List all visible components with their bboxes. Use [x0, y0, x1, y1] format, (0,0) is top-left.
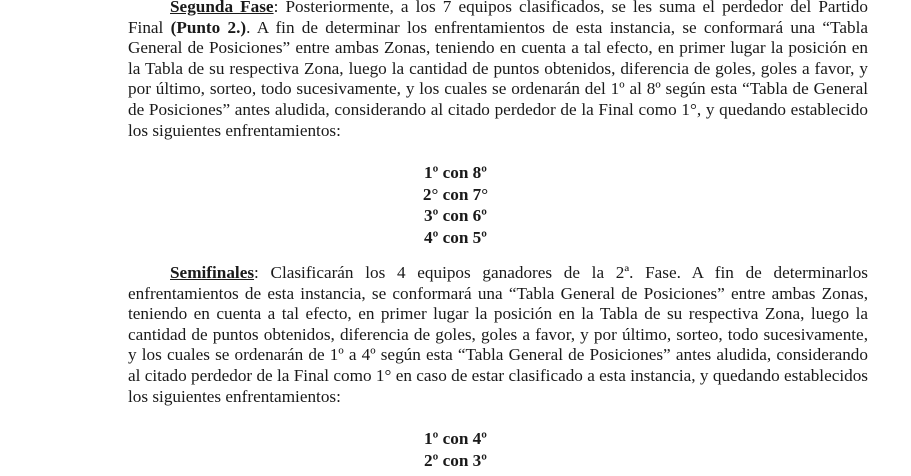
matchup-line: 1º con 4º — [424, 429, 487, 448]
paragraph-semifinales — [128, 263, 868, 407]
matchup-line: 2º con 3º — [424, 450, 487, 470]
matchup-line: 4º con 5º — [424, 227, 487, 247]
paragraph-text: . A fin de determinar los enfrentamientos de esta instancia, se conformará una “Tabla General de Posiciones” entre ambas Zonas, teniendo en cuenta a tal efecto, en primer lugar la posición en la Tabla de su respectiva Zona, luego la cantidad de puntos obtenidos, diferencia de goles, goles a favor, y por último, sorteo, todo sucesivamente, y los cuales se ordenarán del 1º al 8º según esta “Tabla de General de Posiciones” antes aludida, considerando al citado perdedor de la Final como 1°, y quedando establecido los siguientes enfrentamientos: — [128, 17, 868, 140]
paragraph-text: : Posteriormente, a los 7 equipos clasificados, se les suma el perdedor del Partido Final — [128, 0, 868, 37]
matchups-list-semifinales — [0, 428, 911, 471]
matchup-line: 1º con 8º — [424, 163, 487, 182]
section-heading-segunda-fase: Segunda Fase — [170, 0, 274, 16]
matchups-list-segunda-fase — [0, 162, 911, 248]
matchup-line: 2° con 7° — [422, 184, 489, 204]
paragraph-text: : Clasificarán los 4 equipos ganadores de la 2ª. Fase. A fin de determinarlos enfrentamientos de esta instancia, se conformará una “Tabla General de Posiciones” entre ambas Zonas, teniendo en cuenta a tal efecto, en primer lugar la posición en la Tabla de su respectiva Zona, luego la cantidad de puntos obtenidos, diferencia de goles, goles a favor, y por último, sorteo, todo sucesivamente, y los cuales se ordenarán de 1º a 4º según esta “Tabla General de Posiciones” antes aludida, considerando al citado perdedor de la Final como 1° en caso de estar clasificado a esta instancia, y quedando establecidos los siguientes enfrentamientos: — [128, 263, 868, 406]
matchup-line: 3º con 6º — [424, 206, 487, 226]
section-heading-semifinales: Semifinales — [170, 263, 255, 282]
paragraph-segunda-fase — [128, 0, 868, 141]
bold-reference: (Punto 2.) — [170, 17, 247, 37]
